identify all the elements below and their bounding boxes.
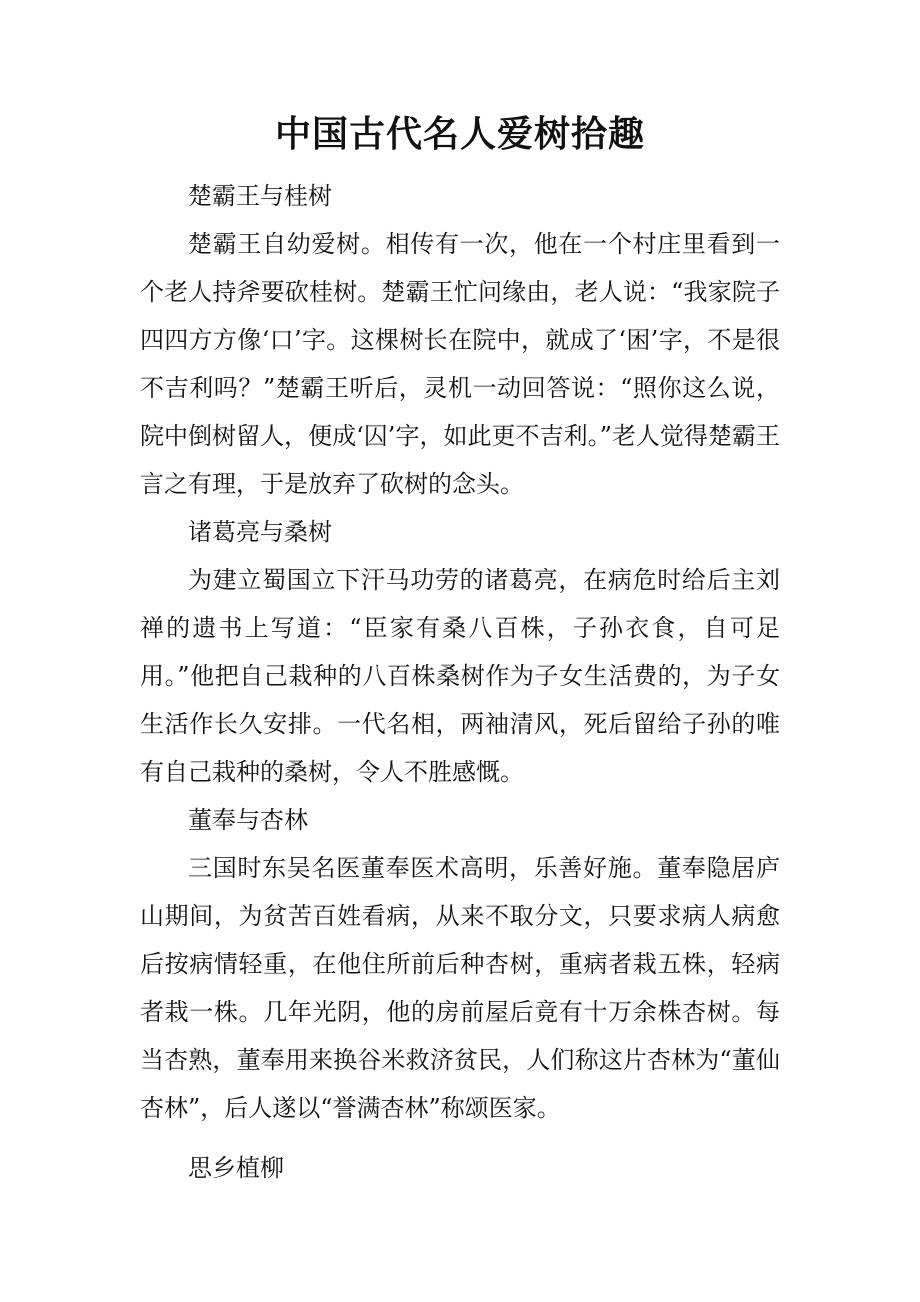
document-body (140, 172, 780, 1192)
section-paragraph-zhuge-liang: 为建立蜀国立下汗马功劳的诸葛亮，在病危时给后主刘禅的遗书上写道：“臣家有桑八百株，子孙衣食，自可足用。”他把自己栽种的八百株桑树作为子女生活费的，为子女生活作长久安排。一代名相，两袖清风，死后留给子孙的唯有自己栽种的桑树，令人不胜感慨。 (140, 566, 780, 786)
document-title: 中国古代名人爱树拾趣 (274, 113, 645, 155)
section-heading-chu-bawang: 楚霸王与桂树 (188, 182, 332, 210)
section-paragraph-dong-feng: 三国时东吴名医董奉医术高明，乐善好施。董奉隐居庐山期间，为贫苦百姓看病，从来不取分文，只要求病人病愈后按病情轻重，在他住所前后种杏树，重病者栽五株，轻病者栽一株。几年光阴，他的房前屋后竟有十万余株杏树。每当杏熟，董奉用来换谷米救济贫民，人们称这片杏林为“董仙杏林”，后人遂以“誉满杏林”称颂医家。 (140, 854, 780, 1122)
section-heading-zhuge-liang: 诸葛亮与桑树 (188, 518, 332, 546)
section-paragraph-chu-bawang: 楚霸王自幼爱树。相传有一次，他在一个村庄里看到一个老人持斧要砍桂树。楚霸王忙问缘由，老人说：“我家院子四四方方像‘口’字。这棵树长在院中，就成了‘困’字，不是很不吉利吗？”楚霸王听后，灵机一动回答说：“照你这么说，院中倒树留人，便成‘囚’字，如此更不吉利。”老人觉得楚霸王言之有理，于是放弃了砍树的念头。 (140, 230, 780, 498)
section-heading-homesick-willow: 思乡植柳 (188, 1154, 284, 1182)
section-heading-dong-feng: 董奉与杏林 (188, 806, 308, 834)
